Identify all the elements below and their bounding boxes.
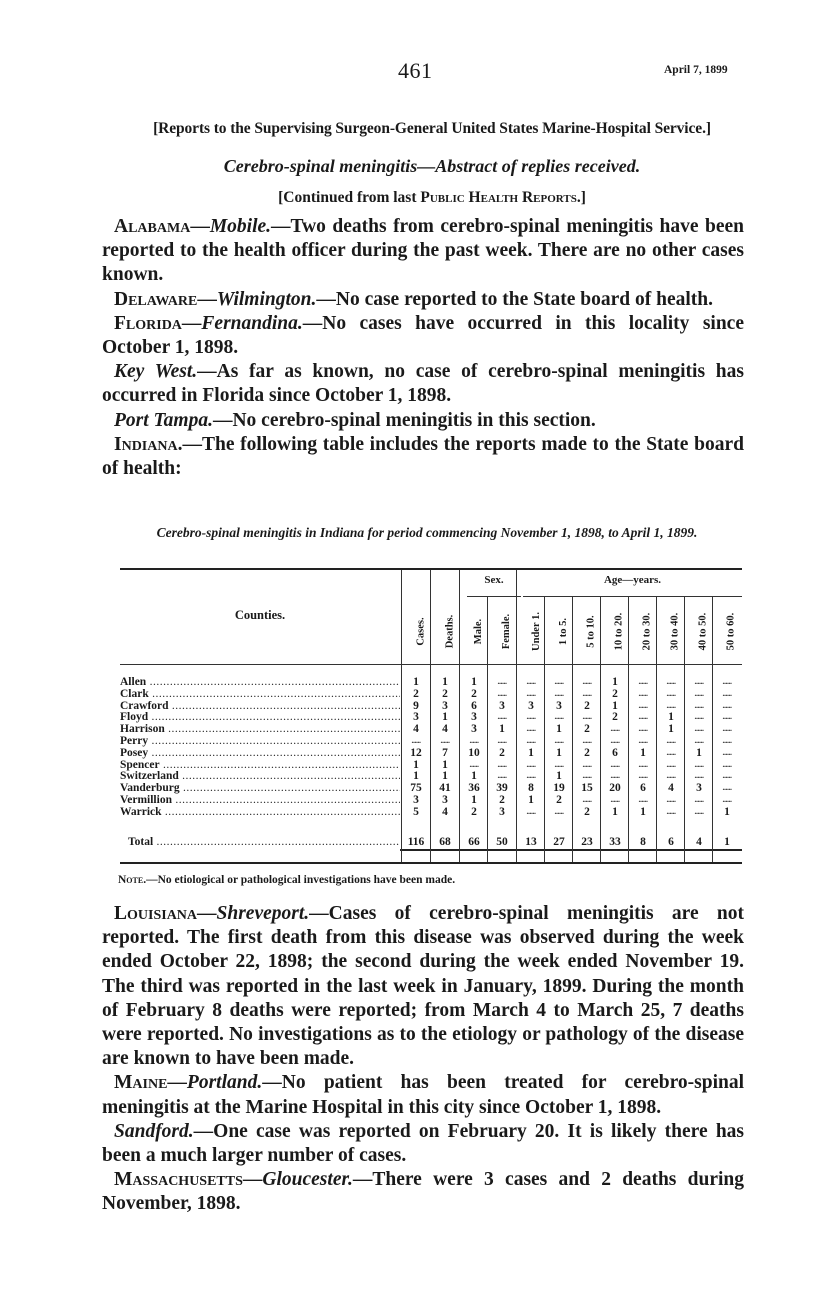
table-cell: ...... <box>526 806 536 816</box>
entry-text: —Two deaths from cerebro-spinal meningitis have been reported to the health officer during the past week. There are no other cases known. <box>102 216 744 286</box>
entry-louisiana <box>102 902 744 1071</box>
continued-note-suffix: .] <box>576 189 586 206</box>
entry-text: —There were 3 cases and 2 deaths during November, 1898. <box>102 1169 744 1215</box>
table-cell: 3 <box>696 782 702 795</box>
table-cell: ...... <box>526 712 536 722</box>
page-number: 461 <box>398 58 433 83</box>
table-cell: ...... <box>666 677 676 686</box>
table-row <box>120 711 742 723</box>
table-cell: 1 <box>442 676 448 688</box>
table-cell: 1 <box>640 805 646 818</box>
table-cell: ...... <box>666 747 676 757</box>
table-cell: 2 <box>612 711 618 724</box>
table-top-rule <box>120 568 742 570</box>
entry-text: —No patient has been treated for cerebro-spinal meningitis at the Marine Hospital in this city since October 1, 1898. <box>102 1072 744 1118</box>
entry-text: .—The following table includes the reports made to the State board of health: <box>102 433 744 480</box>
entry-florida <box>102 312 744 360</box>
table-cell: ...... <box>469 736 479 745</box>
table-cell: ...... <box>497 677 507 686</box>
entry-sep: — <box>242 1169 263 1191</box>
table-cell: 1 <box>528 794 534 806</box>
table-row <box>120 747 742 759</box>
entry-maine <box>102 1071 744 1119</box>
table-cell: 2 <box>584 746 590 759</box>
table-cell: ...... <box>582 736 592 745</box>
entry-delaware <box>102 288 744 312</box>
table-row <box>120 806 742 818</box>
table-cell: 4 <box>668 782 674 795</box>
table-cell: ...... <box>694 795 704 804</box>
table-cell: 66 <box>468 836 480 848</box>
table-cell: 2 <box>584 805 590 818</box>
entry-sandford <box>102 1120 744 1168</box>
continued-note-publication: Public Health Reports <box>420 189 577 206</box>
table-cell: 1 <box>696 746 702 759</box>
entries-before-table <box>102 215 744 481</box>
table-cell: 1 <box>612 699 618 712</box>
table-cell: ...... <box>666 771 676 781</box>
continued-note <box>102 189 762 207</box>
table-cell: ...... <box>722 783 732 793</box>
entry-key-west <box>102 360 744 408</box>
table-caption: Cerebro-spinal meningitis in Indiana for period commencing November 1, 1898, to April 1, 1899. <box>156 525 698 540</box>
table-cell: 19 <box>553 782 565 795</box>
table-cell: 1 <box>471 770 477 783</box>
table-cell: ...... <box>722 688 732 698</box>
table-cell: 3 <box>528 699 534 712</box>
entry-state: Delaware <box>114 288 198 310</box>
table-cell: ...... <box>722 677 732 686</box>
county-name: Harrison ..... <box>120 723 400 735</box>
table-cell: 3 <box>499 699 505 712</box>
table-cell: ...... <box>469 759 479 769</box>
table-cell: ...... <box>526 677 536 686</box>
column-header-label: Deaths. <box>444 614 456 648</box>
county-name: Allen ..... <box>120 676 400 688</box>
table-cell: ...... <box>666 795 676 804</box>
entry-place: Key West. <box>114 361 198 383</box>
continued-note-prefix: [Continued from last <box>278 189 421 206</box>
table-cell: 1 <box>499 723 505 736</box>
column-header-50-to-60 <box>722 600 740 662</box>
county-name: Switzerland ..... <box>120 770 400 782</box>
table-cell: 2 <box>499 794 505 806</box>
table-cell: ...... <box>610 724 620 734</box>
table-cell: ...... <box>610 795 620 804</box>
table-cell: 6 <box>640 782 646 795</box>
table-cell: 1 <box>413 758 419 771</box>
table-cell: 2 <box>413 687 419 700</box>
table-cell: ...... <box>694 677 704 686</box>
entry-text: —No cases have occurred in this locality since October 1, 1898. <box>102 312 744 359</box>
table-cell: ...... <box>666 700 676 710</box>
entry-place: Sandford. <box>114 1120 194 1142</box>
column-header-5-to-10 <box>582 600 600 662</box>
entry-sep: — <box>197 903 217 924</box>
table-cell: ...... <box>526 771 536 781</box>
table-cell: 1 <box>612 676 618 688</box>
table-cell: 1 <box>442 758 448 771</box>
table-cell: 20 <box>609 782 621 795</box>
column-header-label: 40 to 50. <box>697 612 709 650</box>
entry-place: Mobile. <box>209 216 272 237</box>
counties-column-header: Counties. <box>234 608 286 622</box>
county-name: Crawford ..... <box>120 700 400 712</box>
table-cell: 1 <box>640 746 646 759</box>
table-cell: 2 <box>584 699 590 712</box>
table-cell: ...... <box>694 700 704 710</box>
column-header-label: 20 to 30. <box>641 612 653 650</box>
table-cell: 4 <box>413 723 419 736</box>
table-cell: 15 <box>581 782 593 795</box>
table-cell: 3 <box>442 699 448 712</box>
table-cell: ...... <box>694 724 704 734</box>
column-header-40-to-50 <box>694 600 712 662</box>
table-cell: ...... <box>694 736 704 745</box>
table-row <box>120 688 742 700</box>
table-bottom-rule <box>120 862 742 864</box>
table-cell: ...... <box>497 771 507 781</box>
table-cell: ...... <box>694 806 704 816</box>
table-cell: 27 <box>553 836 565 848</box>
entry-state: Massachusetts <box>114 1169 243 1191</box>
table-cell: 1 <box>471 794 477 806</box>
table-cell: ...... <box>411 736 421 745</box>
table-cell: 3 <box>499 805 505 818</box>
table-cell: 3 <box>442 794 448 806</box>
table-total-row <box>120 836 742 848</box>
county-name: Floyd ..... <box>120 711 400 723</box>
column-header-label: 5 to 10. <box>585 614 597 648</box>
table-cell: ...... <box>554 806 564 816</box>
entry-indiana <box>102 433 744 481</box>
table-note <box>118 874 455 886</box>
table-cell: 4 <box>442 805 448 818</box>
table-cell: ...... <box>722 771 732 781</box>
table-cell: 5 <box>413 805 419 818</box>
column-header-20-to-30 <box>638 600 656 662</box>
column-header-under-1 <box>527 600 545 662</box>
table-cell: ...... <box>582 759 592 769</box>
table-cell: 23 <box>581 836 593 848</box>
table-cell: ...... <box>582 712 592 722</box>
section-title: Cerebro-spinal meningitis—Abstract of replies received. <box>223 156 641 176</box>
entry-text: —No case reported to the State board of health. <box>316 288 713 310</box>
table-header-rule <box>120 664 742 665</box>
table-cell: 75 <box>410 782 422 795</box>
report-source-header: [Reports to the Supervising Surgeon-General United States Marine-Hospital Service.] <box>153 120 711 137</box>
table-cell: 6 <box>612 746 618 759</box>
entry-state: Florida <box>114 312 182 334</box>
table-row <box>120 723 742 735</box>
entry-place: Wilmington. <box>216 288 317 310</box>
column-header-cases <box>412 600 430 662</box>
table-cell: ...... <box>497 736 507 745</box>
column-header-male <box>470 600 488 662</box>
table-cell: 68 <box>439 836 451 848</box>
table-cell: ...... <box>722 700 732 710</box>
table-cell: 1 <box>556 770 562 783</box>
column-header-label: Female. <box>501 613 513 649</box>
sex-group-rule <box>467 596 521 597</box>
table-cell: ...... <box>554 677 564 686</box>
table-cell: ...... <box>722 795 732 804</box>
county-name: Vanderburg ..... <box>120 782 400 794</box>
table-cell: 1 <box>668 711 674 724</box>
table-cell: ...... <box>638 771 648 781</box>
column-header-deaths <box>441 600 459 662</box>
column-header-label: 30 to 40. <box>669 612 681 650</box>
table-cell: ...... <box>610 771 620 781</box>
table-row <box>120 770 742 782</box>
table-cell: 1 <box>668 723 674 736</box>
table-cell: ...... <box>638 688 648 698</box>
table-cell: ...... <box>582 677 592 686</box>
table-cell: ...... <box>582 795 592 804</box>
table-cell: 3 <box>471 711 477 724</box>
table-cell: ...... <box>554 736 564 745</box>
table-cell: 3 <box>413 794 419 806</box>
table-cell: 6 <box>668 836 674 848</box>
table-cell: ...... <box>638 736 648 745</box>
table-cell: 3 <box>413 711 419 724</box>
table-cell: 2 <box>471 805 477 818</box>
table-cell: ...... <box>497 759 507 769</box>
table-cell: 41 <box>439 782 451 795</box>
entry-place: Fernandina. <box>201 312 303 334</box>
entry-text: —No cerebro-spinal meningitis in this section. <box>212 409 596 431</box>
table-cell: ...... <box>554 712 564 722</box>
table-cell: ...... <box>722 747 732 757</box>
table-cell: 1 <box>413 676 419 688</box>
entry-text: —As far as known, no case of cerebro-spinal meningitis has occurred in Florida since October 1, 1898. <box>102 361 744 407</box>
age-group-header: Age—years. <box>603 574 662 586</box>
table-row <box>120 676 742 688</box>
table-row <box>120 700 742 712</box>
table-cell: 2 <box>584 723 590 736</box>
entry-place: Gloucester. <box>262 1169 353 1191</box>
table-cell: ...... <box>638 700 648 710</box>
column-header-label: 1 to 5. <box>558 617 570 645</box>
table-row <box>120 782 742 794</box>
column-header-label: Under 1. <box>530 611 542 651</box>
table-cell: 1 <box>442 711 448 724</box>
entry-place: Port Tampa. <box>114 409 213 431</box>
table-cell: 1 <box>724 836 730 848</box>
table-cell: 2 <box>499 746 505 759</box>
table-cell: 10 <box>468 746 480 759</box>
table-cell: ...... <box>638 677 648 686</box>
table-cell: ...... <box>638 759 648 769</box>
age-group-rule <box>523 596 742 597</box>
table-cell: 1 <box>528 746 534 759</box>
column-header-10-to-20 <box>610 600 628 662</box>
note-text: .—No etiological or pathological investigations have been made. <box>143 874 456 886</box>
table-cell: 8 <box>528 782 534 795</box>
table-cell: ...... <box>554 759 564 769</box>
column-header-1-to-5 <box>555 600 573 662</box>
table-cell: 8 <box>640 836 646 848</box>
table-cell: 1 <box>413 770 419 783</box>
entry-place: Portland. <box>186 1072 263 1094</box>
county-name: Clark ..... <box>120 688 400 700</box>
table-cell: ...... <box>526 759 536 769</box>
table-cell: ...... <box>694 712 704 722</box>
table-cell: 13 <box>525 836 537 848</box>
entry-state: Louisiana <box>114 903 198 924</box>
entry-sep: — <box>197 288 217 310</box>
table-cell: ...... <box>722 724 732 734</box>
table-cell: 1 <box>556 746 562 759</box>
entry-alabama <box>102 215 744 288</box>
column-header-label: Cases. <box>415 616 427 646</box>
entry-state: Alabama <box>114 216 191 237</box>
table-cell: 50 <box>496 836 508 848</box>
table-cell: 1 <box>556 723 562 736</box>
table-cell: 33 <box>609 836 621 848</box>
table-cell: ...... <box>666 736 676 745</box>
table-cell: ...... <box>722 759 732 769</box>
table-cell: 12 <box>410 746 422 759</box>
table-cell: 1 <box>724 805 730 818</box>
table-cell: 1 <box>442 770 448 783</box>
table-cell: ...... <box>526 724 536 734</box>
entry-massachusetts <box>102 1168 744 1216</box>
entry-sep: — <box>167 1072 187 1094</box>
column-header-label: 50 to 60. <box>725 612 737 650</box>
page-date: April 7, 1899 <box>664 64 728 76</box>
table-cell: 116 <box>407 836 425 848</box>
column-header-label: 10 to 20. <box>613 612 625 650</box>
table-cell: ...... <box>497 712 507 722</box>
county-name: Vermillion ..... <box>120 794 400 806</box>
table-cell: ...... <box>666 688 676 698</box>
table-cell: ...... <box>638 724 648 734</box>
entry-state: Indiana <box>114 433 178 455</box>
table-cell: 6 <box>471 699 477 712</box>
table-cell: 7 <box>442 746 448 759</box>
table-cell: ...... <box>694 759 704 769</box>
table-cell: ...... <box>666 806 676 816</box>
column-header-label: Male. <box>473 618 485 644</box>
table-cell: 2 <box>442 687 448 700</box>
column-header-female <box>498 600 516 662</box>
table-cell: ...... <box>554 688 564 698</box>
column-header-30-to-40 <box>666 600 684 662</box>
county-name: Perry ..... <box>120 735 400 747</box>
table-cell: ...... <box>722 712 732 722</box>
county-name: Total ..... <box>120 836 400 848</box>
note-label: Note <box>118 874 144 886</box>
county-name: Spencer ..... <box>120 759 400 771</box>
table-cell: ...... <box>526 688 536 698</box>
table-cell: ...... <box>610 759 620 769</box>
table-cell: ...... <box>526 736 536 745</box>
table-row <box>120 794 742 806</box>
table-cell: 4 <box>442 723 448 736</box>
table-cell: 39 <box>496 782 508 795</box>
entry-text: —One case was reported on February 20. It is likely there has been a much larger number of cases. <box>102 1120 744 1167</box>
entries-after-table <box>102 902 744 1217</box>
table-cell: ...... <box>610 736 620 745</box>
entry-place: Shreveport. <box>216 903 310 924</box>
table-cell: ...... <box>722 736 732 745</box>
table-cell: 1 <box>612 805 618 818</box>
entry-port-tampa <box>102 409 744 433</box>
table-cell: 36 <box>468 782 480 795</box>
table-cell: 3 <box>556 699 562 712</box>
table-cell: ...... <box>440 736 450 745</box>
sex-group-header: Sex. <box>484 574 504 586</box>
table-cell: ...... <box>694 771 704 781</box>
table-cell: ...... <box>666 759 676 769</box>
table-cell: ...... <box>694 688 704 698</box>
table-cell: 2 <box>556 794 562 806</box>
table-row <box>120 759 742 771</box>
table-cell: ...... <box>638 712 648 722</box>
table-cell: 4 <box>696 836 702 848</box>
table-cell: ...... <box>582 771 592 781</box>
table-cell: ...... <box>497 688 507 698</box>
entry-sep: — <box>181 312 202 334</box>
table-cell: 1 <box>471 676 477 688</box>
table-cell: 2 <box>471 687 477 700</box>
table-cell: 2 <box>612 687 618 700</box>
county-name: Posey ..... <box>120 747 400 759</box>
table-cell: ...... <box>638 795 648 804</box>
entry-sep: — <box>190 216 210 237</box>
entry-text: —Cases of cerebro-spinal meningitis are not reported. The first death from this disease was observed during the week ended October 22, 1898; the second during the week ended November 19. The third was reported in the last week in January, 1899. During the month of February 8 deaths were reported; from March 4 to March 25, 7 deaths were reported. No investigations as to the etiology or pathology of the disease are known to have been made. <box>102 903 744 1070</box>
table-row <box>120 735 742 747</box>
table-cell: 9 <box>413 699 419 712</box>
entry-state: Maine <box>114 1072 168 1094</box>
table-cell: ...... <box>582 688 592 698</box>
county-name: Warrick ..... <box>120 806 400 818</box>
table-cell: 3 <box>471 723 477 736</box>
table-total-rule <box>400 849 742 851</box>
